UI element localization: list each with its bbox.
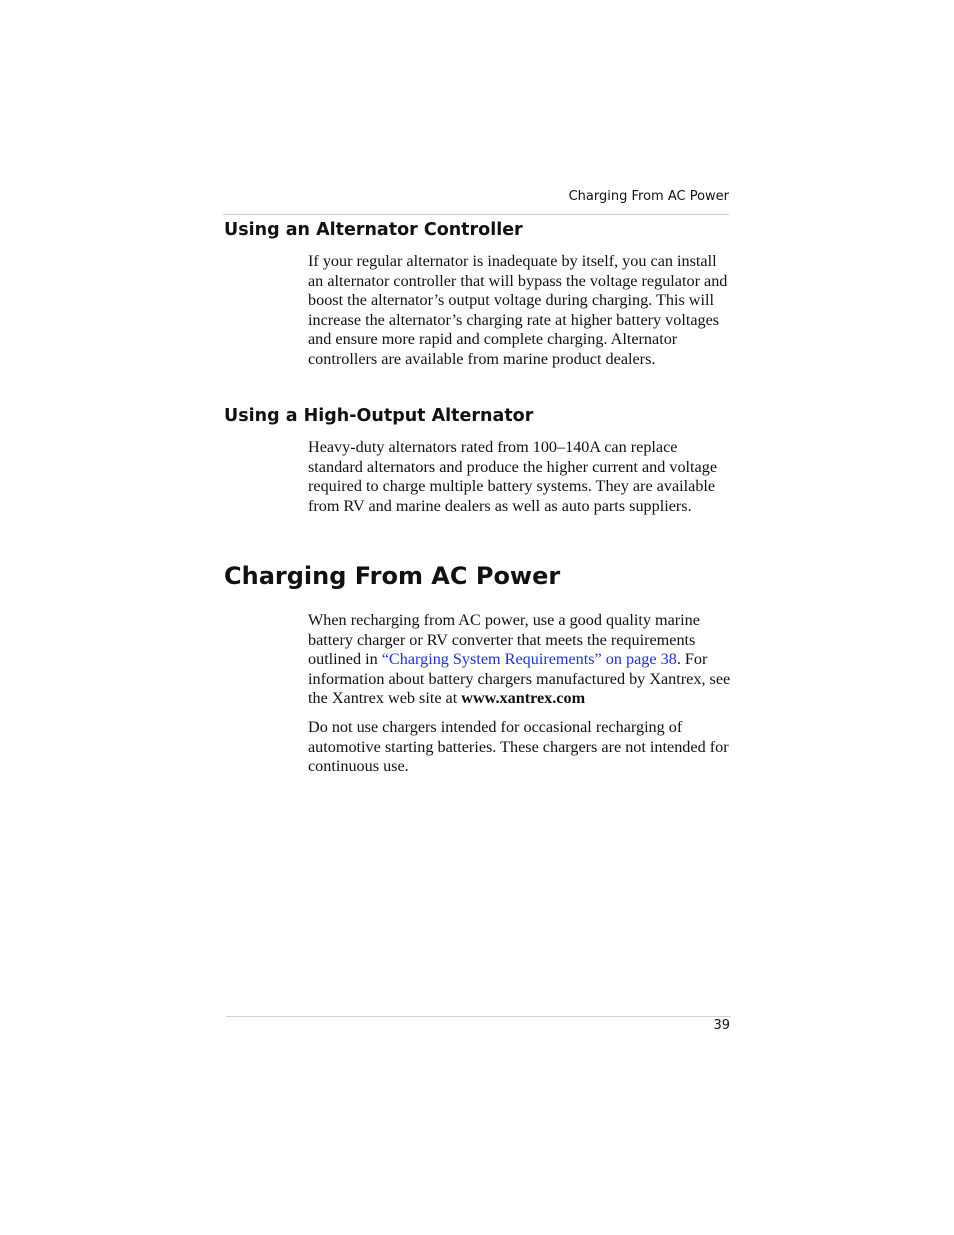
paragraph-ac-power-1	[308, 611, 732, 709]
paragraph-mid-text: . For information about battery chargers manufactured by Xantrex, see the Xantrex web site at	[308, 650, 731, 707]
paragraph-ac-power-2: Do not use chargers intended for occasional recharging of automotive starting batteries. These chargers are not intended for continuous use.	[308, 718, 729, 775]
page-number: 39	[713, 1018, 730, 1033]
header-rule	[223, 214, 729, 215]
cross-reference-link[interactable]: “Charging System Requirements” on page 38	[381, 650, 677, 668]
paragraph-lead-text: When recharging from AC power, use a good quality marine battery charger or RV converter that meets the requirements outlined in	[308, 611, 700, 668]
paragraph-alternator-controller: If your regular alternator is inadequate by itself, you can install an alternator controller that will bypass the voltage regulator and boost the alternator’s output voltage during charging. This will increase the alternator’s charging rate at higher battery voltages and ensure more rapid and complete charging. Alternator controllers are available from marine product dealers.	[308, 252, 728, 368]
chapter-heading-ac-power: Charging From AC Power	[224, 562, 561, 590]
running-header: Charging From AC Power	[568, 189, 729, 204]
paragraph-high-output-alternator: Heavy-duty alternators rated from 100–140A can replace standard alternators and produce the higher current and voltage required to charge multiple battery systems. They are available from RV and marine dealers as well as auto parts suppliers.	[308, 438, 718, 515]
section-heading-alternator-controller: Using an Alternator Controller	[224, 220, 523, 240]
footer-rule	[226, 1016, 731, 1017]
section-heading-high-output-alternator: Using a High-Output Alternator	[224, 406, 534, 426]
website-url: www.xantrex.com	[461, 689, 586, 707]
